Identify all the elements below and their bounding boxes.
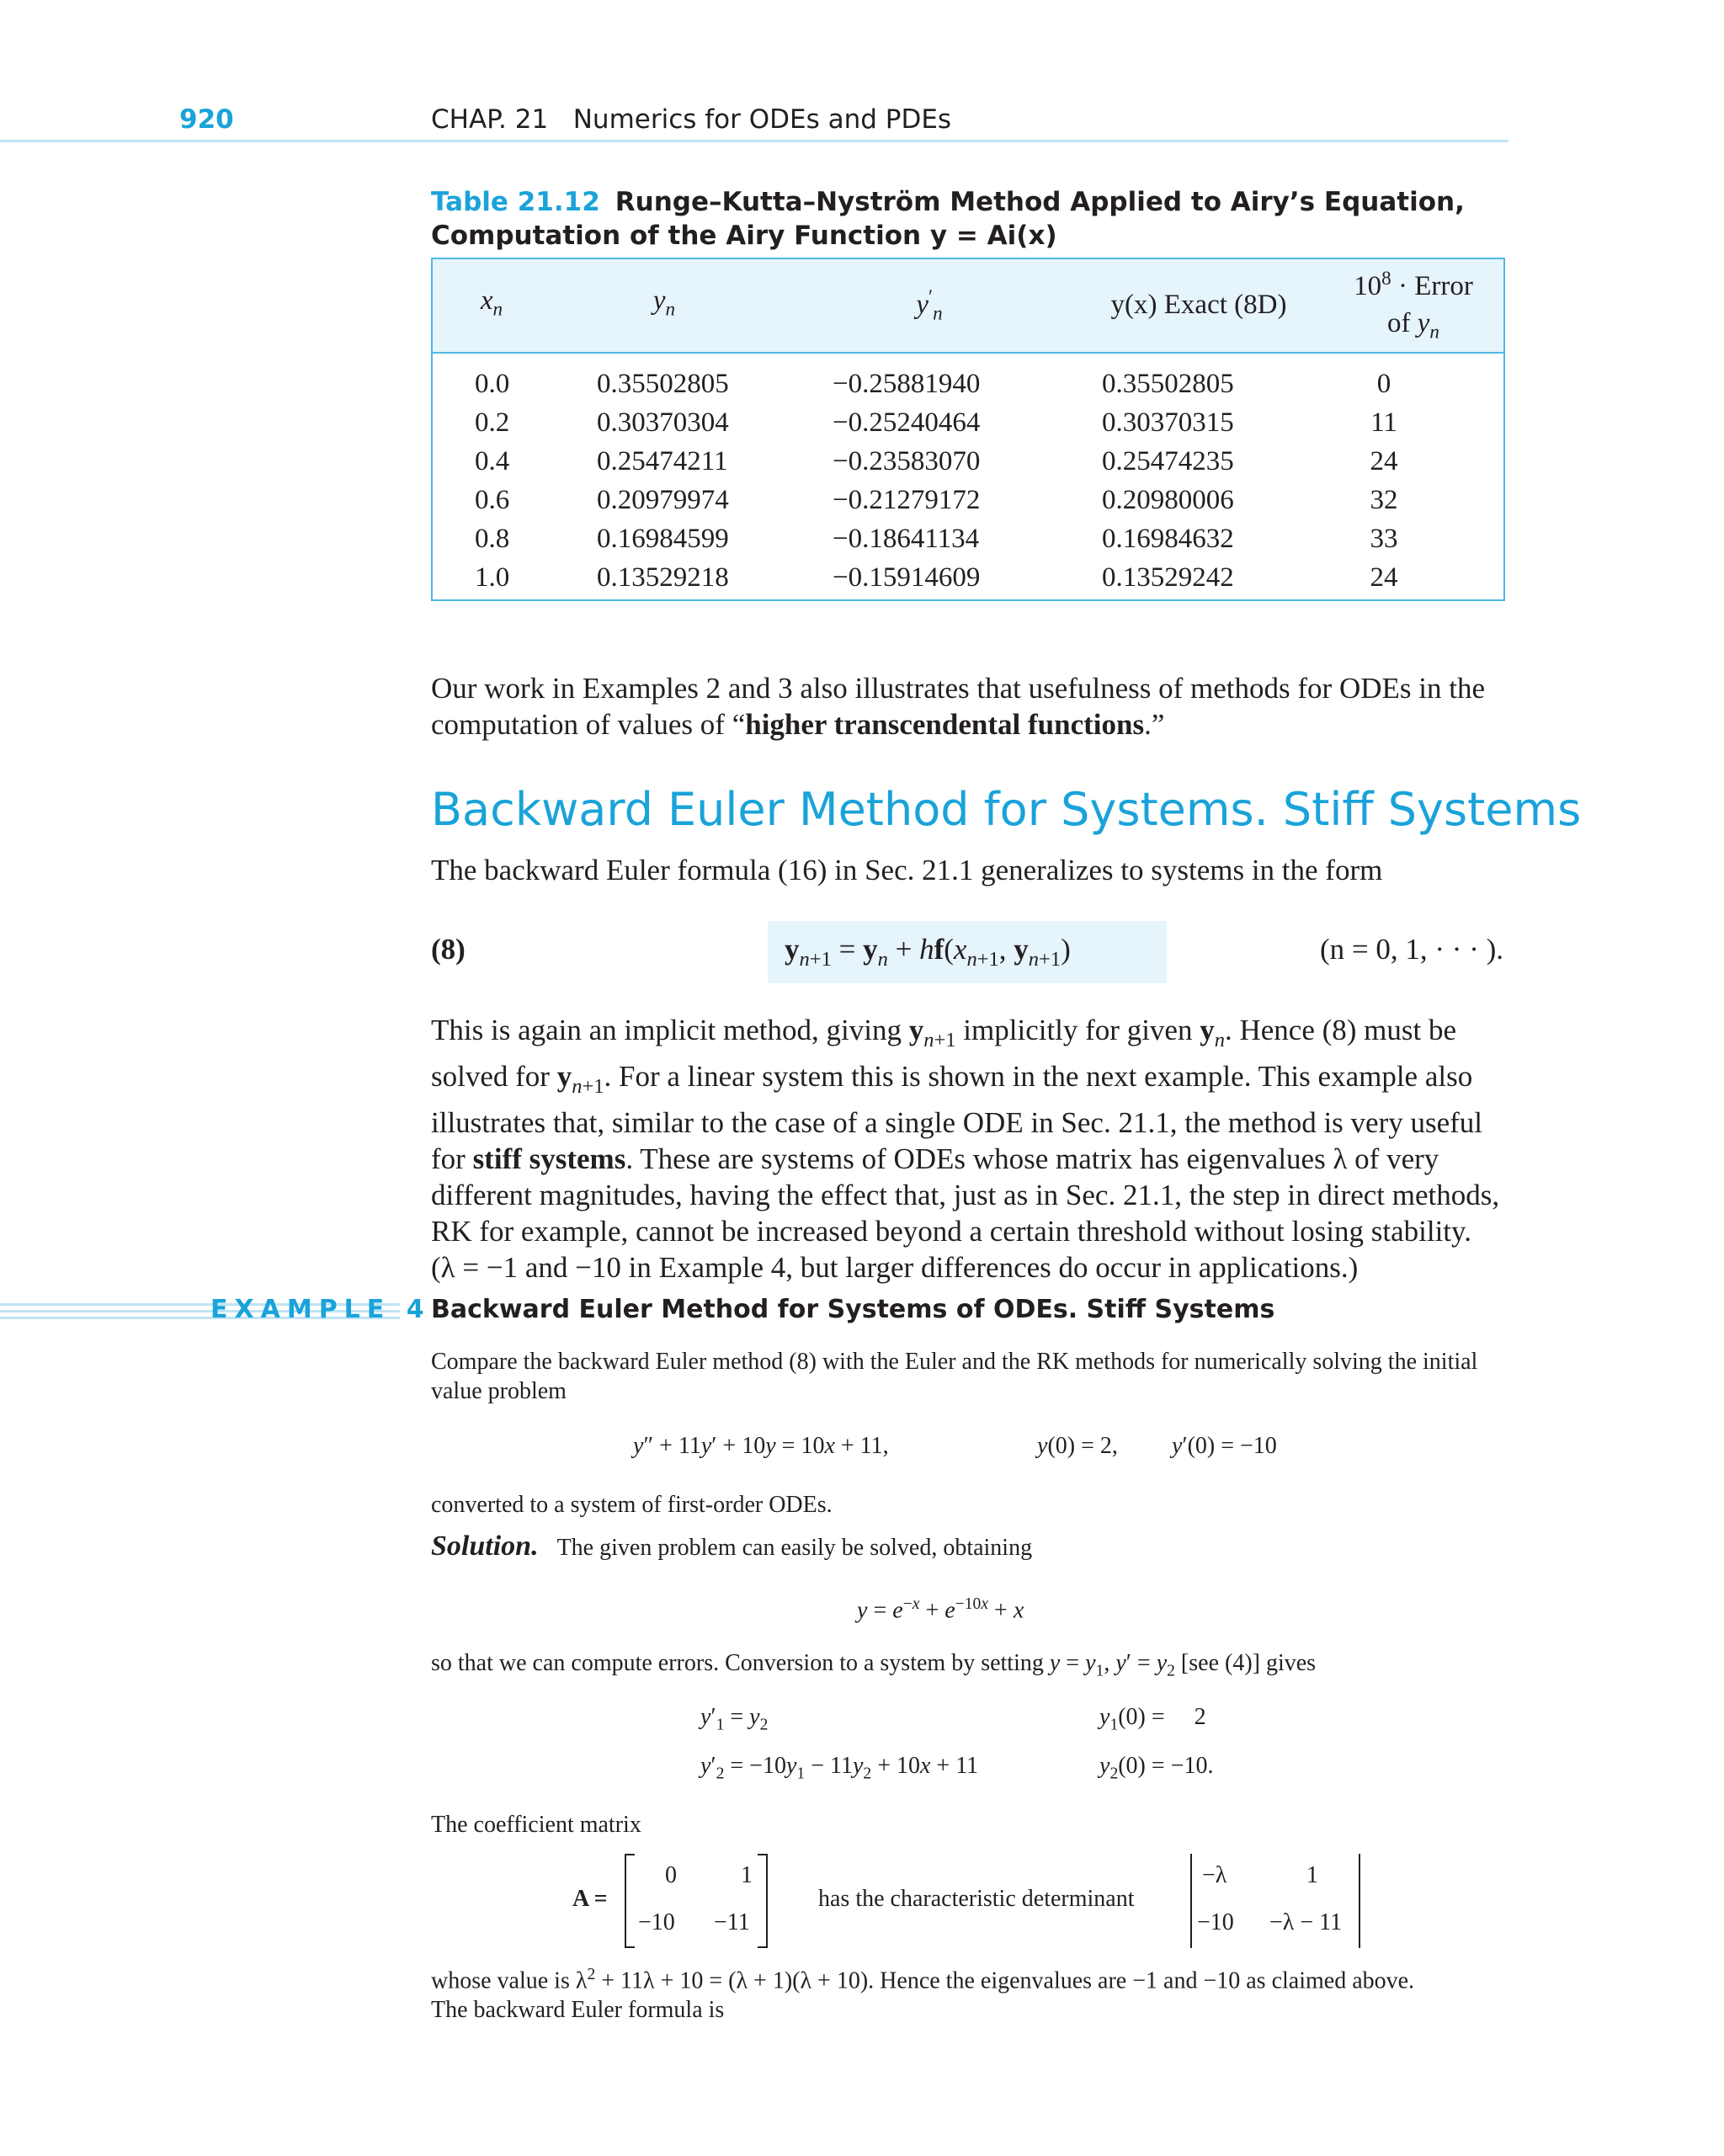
matrix-A-entry: −11 bbox=[714, 1909, 750, 1935]
solution-line bbox=[431, 1530, 1032, 1562]
table-header bbox=[433, 259, 1503, 354]
determinant-entry: −λ − 11 bbox=[1269, 1909, 1343, 1935]
determinant-left-bar bbox=[1190, 1854, 1192, 1948]
system-ic1: $y_1(0)$ = 2 bbox=[1099, 1704, 1206, 1734]
table-row bbox=[433, 485, 1503, 524]
col-header-yn: $y_n$ bbox=[652, 285, 676, 320]
table-row bbox=[433, 369, 1503, 407]
determinant-entry: 1 bbox=[1306, 1862, 1318, 1888]
cell-error: 24 bbox=[1370, 446, 1398, 476]
cell-xn: 1.0 bbox=[475, 562, 510, 593]
cell-exact: 0.16984632 bbox=[1102, 524, 1234, 554]
cell-yn-prime: −0.23583070 bbox=[833, 446, 981, 476]
determinant-right-bar bbox=[1359, 1854, 1360, 1948]
cell-yn: 0.35502805 bbox=[597, 369, 729, 399]
determinant-entry: −10 bbox=[1197, 1909, 1234, 1935]
matrix-A-entry: 1 bbox=[741, 1862, 753, 1888]
cell-yn: 0.25474211 bbox=[597, 446, 728, 476]
table-row bbox=[433, 524, 1503, 562]
system-eq2: $y'_2 = -10y_1 - 11y_2 + 10x + 11$ bbox=[700, 1753, 979, 1783]
cell-yn-prime: −0.25881940 bbox=[833, 369, 981, 399]
matrix-A-entry: 0 bbox=[665, 1862, 677, 1888]
cell-yn: 0.13529218 bbox=[597, 562, 729, 593]
coefficient-matrix-text: The coefficient matrix bbox=[431, 1812, 641, 1838]
cell-yn-prime: −0.21279172 bbox=[833, 485, 981, 515]
ivp-initial-y: y(0) = 2, bbox=[1037, 1433, 1118, 1459]
running-title: CHAP. 21 Numerics for ODEs and PDEs bbox=[431, 104, 952, 135]
ivp-ode: y″ + 11y′ + 10y = 10x + 11, bbox=[633, 1433, 889, 1459]
cell-error: 24 bbox=[1370, 562, 1398, 593]
paragraph-transcendental: Our work in Examples 2 and 3 also illustrates that usefulness of methods for ODEs in the computation of values of “higher transcendental functions.” bbox=[431, 672, 1486, 741]
equation-8-condition: (n = 0, 1, · · · ). bbox=[1319, 933, 1503, 966]
char-det-text: has the characteristic determinant bbox=[818, 1886, 1135, 1912]
determinant-entry: −λ bbox=[1202, 1862, 1227, 1888]
cell-exact: 0.25474235 bbox=[1102, 446, 1234, 476]
col-header-yn-prime: $y'_n$ bbox=[916, 285, 943, 324]
ivp-initial-yprime: y′(0) = −10 bbox=[1172, 1433, 1277, 1459]
paragraph-backward-euler: The backward Euler formula (16) in Sec. 21.1 generalizes to systems in the form bbox=[431, 854, 1383, 886]
cell-yn: 0.30370304 bbox=[597, 407, 729, 438]
system-ic2: $y_2(0) = -10$. bbox=[1099, 1753, 1214, 1783]
equation-8-label: (8) bbox=[431, 933, 466, 966]
cell-error: 0 bbox=[1376, 369, 1391, 399]
cell-error: 32 bbox=[1370, 485, 1398, 515]
section-heading: Backward Euler Method for Systems. Stiff Systems bbox=[431, 783, 1582, 836]
airy-table bbox=[431, 258, 1505, 601]
table-caption bbox=[431, 185, 1508, 253]
table-row bbox=[433, 562, 1503, 601]
conversion-text: so that we can compute errors. Conversion to a system by setting $y = y_1$, $y' = y_2$ [see (4)] gives bbox=[431, 1650, 1317, 1680]
cell-xn: 0.0 bbox=[475, 369, 510, 399]
system-eq1: $y'_1 = y_2$ bbox=[700, 1704, 769, 1734]
cell-xn: 0.6 bbox=[475, 485, 510, 515]
table-caption-line1: Runge–Kutta–Nyström Method Applied to Airy’s Equation, bbox=[615, 187, 1465, 217]
cell-exact: 0.20980006 bbox=[1102, 485, 1234, 515]
cell-exact: 0.13529242 bbox=[1102, 562, 1234, 593]
cell-xn: 0.8 bbox=[475, 524, 510, 554]
col-header-xn: $x_n$ bbox=[480, 285, 503, 320]
table-row bbox=[433, 446, 1503, 485]
converted-text: converted to a system of first-order ODEs. bbox=[431, 1492, 833, 1518]
matrix-A-label: A = bbox=[572, 1886, 608, 1912]
table-caption-line2: Computation of the Airy Function y = Ai(x) bbox=[431, 221, 1057, 251]
cell-exact: 0.35502805 bbox=[1102, 369, 1234, 399]
equation-8: $y_{n+1} = y_n + hf(x_{n+1}$, $y_{n+1}$) bbox=[785, 933, 1071, 971]
matrix-A-entry: −10 bbox=[638, 1909, 675, 1935]
example-title: Backward Euler Method for Systems of ODEs. Stiff Systems bbox=[431, 1295, 1275, 1324]
cell-yn-prime: −0.18641134 bbox=[833, 524, 980, 554]
cell-xn: 0.4 bbox=[475, 446, 510, 476]
cell-exact: 0.30370315 bbox=[1102, 407, 1234, 438]
cell-yn: 0.16984599 bbox=[597, 524, 729, 554]
col-header-error: $10^8$ · Error of $y_n$ bbox=[1354, 267, 1473, 343]
page-number: 920 bbox=[179, 104, 234, 135]
example-label: EXAMPLE 4 bbox=[210, 1295, 431, 1324]
solution-text: The given problem can easily be solved, obtaining bbox=[556, 1535, 1033, 1561]
exact-solution: $y = e^{-x} + e^{-10x} + x$ bbox=[857, 1595, 1024, 1624]
header-rule bbox=[0, 140, 1508, 142]
col-header-exact: y(x) Exact (8D) bbox=[1110, 290, 1287, 320]
eigenvalue-text: whose value is $\lambda^2 + 11\lambda + 10 = (\lambda + 1)(\lambda + 10)$. Hence the eigenvalues are −1 and −10 as claimed above. The backward Euler formula is bbox=[431, 1966, 1415, 2024]
cell-yn: 0.20979974 bbox=[597, 485, 729, 515]
cell-yn-prime: −0.25240464 bbox=[833, 407, 981, 438]
table-caption-number: Table 21.12 bbox=[431, 187, 600, 217]
example-intro: Compare the backward Euler method (8) with the Euler and the RK methods for numerically solving the initial value problem bbox=[431, 1349, 1478, 1404]
matrix-A-left-bracket bbox=[625, 1854, 635, 1948]
cell-error: 33 bbox=[1370, 524, 1398, 554]
cell-xn: 0.2 bbox=[475, 407, 510, 438]
solution-label: Solution. bbox=[431, 1530, 539, 1562]
cell-error: 11 bbox=[1370, 407, 1397, 438]
paragraph-stiff-systems: This is again an implicit method, giving $y_{n+1}$ implicitly for given $y_n$. Hence (8) must be solved for $y_{n+1}$. For a linear system this is shown in the next example. This example also illustrates that, similar to the case of a single ODE in Sec. 21.1, the method is very useful for stiff systems. These are systems of ODEs whose matrix has eigenvalues λ of very different magnitudes, having the effect that, just as in Sec. 21.1, the step in direct methods, RK for example, cannot be increased beyond a certain threshold without losing stability. (λ = −1 and −10 in Example 4, but larger differences do occur in applications.) bbox=[431, 1014, 1500, 1284]
table-row bbox=[433, 407, 1503, 446]
matrix-A-right-bracket bbox=[758, 1854, 768, 1948]
cell-yn-prime: −0.15914609 bbox=[833, 562, 981, 593]
